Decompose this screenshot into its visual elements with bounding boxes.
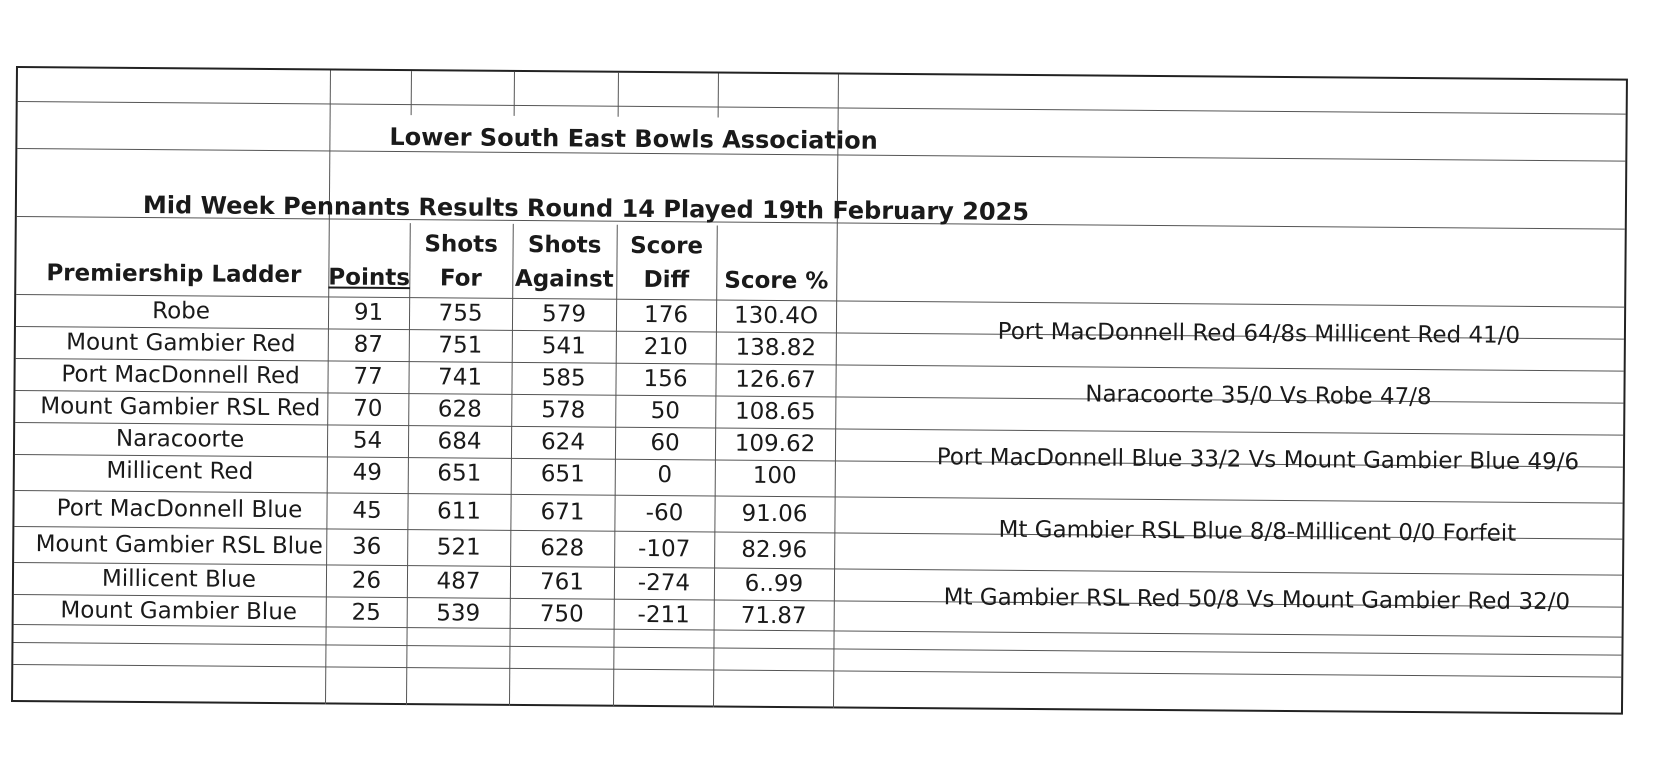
score-diff-cell: -107 bbox=[638, 535, 691, 563]
association-title: Lower South East Bowls Association bbox=[389, 122, 878, 155]
shots-for-cell: 521 bbox=[436, 534, 481, 561]
score-percent-cell: 100 bbox=[752, 462, 797, 490]
shots-against-cell: 579 bbox=[542, 301, 587, 328]
header-shots-against-line1: Shots bbox=[527, 232, 602, 259]
match-result: Mt Gambier RSL Red 50/8 Vs Mount Gambier Red 32/0 bbox=[943, 584, 1571, 616]
points-cell: 49 bbox=[352, 459, 383, 486]
grid-column-line bbox=[718, 74, 719, 118]
shots-for-cell: 611 bbox=[436, 498, 482, 525]
results-sheet bbox=[11, 66, 1628, 715]
score-percent-cell: 130.4O bbox=[733, 302, 819, 330]
team-name: Mount Gambier RSL Red bbox=[40, 393, 321, 422]
score-percent-cell: 71.87 bbox=[740, 602, 807, 630]
header-points-label: Points bbox=[328, 264, 411, 292]
score-diff-cell: 176 bbox=[644, 301, 689, 329]
round-subtitle: Mid Week Pennants Results Round 14 Played 19th February 2025 bbox=[142, 191, 1030, 226]
points-cell: 25 bbox=[351, 599, 381, 626]
score-percent-cell: 108.65 bbox=[734, 398, 816, 426]
score-diff-cell: 60 bbox=[650, 429, 680, 457]
header-shots-for-line1: Shots bbox=[424, 231, 498, 258]
match-result: Naracoorte 35/0 Vs Robe 47/8 bbox=[1085, 381, 1432, 411]
grid-column-line bbox=[514, 72, 515, 116]
score-diff-cell: -274 bbox=[637, 569, 691, 597]
score-diff-cell: -60 bbox=[645, 499, 684, 527]
match-result: Mt Gambier RSL Blue 8/8-Millicent 0/0 Forfeit bbox=[998, 516, 1517, 547]
shots-against-cell: 750 bbox=[539, 601, 584, 628]
team-name: Port MacDonnell Red bbox=[61, 361, 300, 390]
grid-line bbox=[18, 101, 1626, 115]
points-cell: 26 bbox=[351, 567, 382, 594]
shots-against-cell: 651 bbox=[540, 461, 585, 488]
team-name: Naracoorte bbox=[115, 425, 245, 453]
grid-line bbox=[13, 642, 1621, 656]
shots-for-cell: 651 bbox=[437, 460, 482, 487]
score-percent-cell: 109.62 bbox=[734, 430, 816, 458]
points-cell: 36 bbox=[351, 533, 382, 560]
header-shots-against-line2: Against bbox=[514, 265, 614, 293]
shots-against-cell: 671 bbox=[540, 499, 585, 526]
team-name: Port MacDonnell Blue bbox=[56, 495, 303, 524]
shots-against-cell: 541 bbox=[541, 333, 586, 360]
points-cell: 70 bbox=[353, 395, 383, 422]
shots-against-cell: 761 bbox=[539, 569, 585, 596]
score-percent-cell: 91.06 bbox=[741, 500, 808, 528]
points-cell: 45 bbox=[352, 497, 382, 524]
header-score-percent: Score % bbox=[724, 267, 829, 295]
score-diff-cell: -211 bbox=[637, 601, 690, 629]
grid-column-line bbox=[411, 71, 412, 115]
team-name: Mount Gambier Red bbox=[66, 329, 296, 358]
team-name: Robe bbox=[152, 298, 211, 325]
header-shots-for-line2: For bbox=[439, 265, 482, 292]
grid-column-line bbox=[618, 73, 619, 117]
score-diff-cell: 0 bbox=[657, 462, 673, 489]
score-percent-cell: 138.82 bbox=[735, 334, 817, 362]
header-points bbox=[328, 260, 409, 295]
match-result: Port MacDonnell Blue 33/2 Vs Mount Gambier Blue 49/6 bbox=[936, 444, 1580, 476]
team-name: Millicent Blue bbox=[101, 565, 257, 593]
score-percent-cell: 82.96 bbox=[741, 536, 808, 564]
points-cell: 54 bbox=[352, 427, 383, 454]
points-cell: 91 bbox=[353, 299, 384, 326]
score-diff-cell: 50 bbox=[650, 397, 681, 425]
team-name: Mount Gambier Blue bbox=[60, 597, 298, 626]
shots-for-cell: 487 bbox=[436, 568, 481, 595]
shots-for-cell: 751 bbox=[438, 332, 483, 359]
team-name: Millicent Red bbox=[106, 457, 254, 485]
shots-for-cell: 741 bbox=[438, 364, 483, 391]
match-result: Port MacDonnell Red 64/8s Millicent Red 41/0 bbox=[997, 318, 1521, 349]
points-cell: 87 bbox=[353, 331, 384, 358]
grid-line bbox=[13, 664, 1621, 678]
score-percent-cell: 126.67 bbox=[735, 366, 816, 394]
score-percent-cell: 6..99 bbox=[744, 570, 804, 598]
header-premiership-ladder: Premiership Ladder bbox=[46, 260, 302, 289]
shots-against-cell: 628 bbox=[540, 535, 585, 562]
shots-for-cell: 539 bbox=[436, 600, 481, 627]
header-score-diff-line1: Score bbox=[630, 232, 704, 260]
shots-against-cell: 578 bbox=[541, 397, 586, 424]
shots-against-cell: 585 bbox=[541, 365, 586, 392]
shots-for-cell: 755 bbox=[438, 300, 483, 327]
score-diff-cell: 156 bbox=[643, 365, 688, 393]
points-cell: 77 bbox=[353, 363, 383, 390]
team-name: Mount Gambier RSL Blue bbox=[35, 531, 323, 560]
header-score-diff-line2: Diff bbox=[643, 266, 690, 294]
shots-for-cell: 628 bbox=[437, 396, 482, 423]
shots-against-cell: 624 bbox=[541, 429, 586, 456]
shots-for-cell: 684 bbox=[437, 428, 482, 455]
score-diff-cell: 210 bbox=[643, 333, 688, 361]
